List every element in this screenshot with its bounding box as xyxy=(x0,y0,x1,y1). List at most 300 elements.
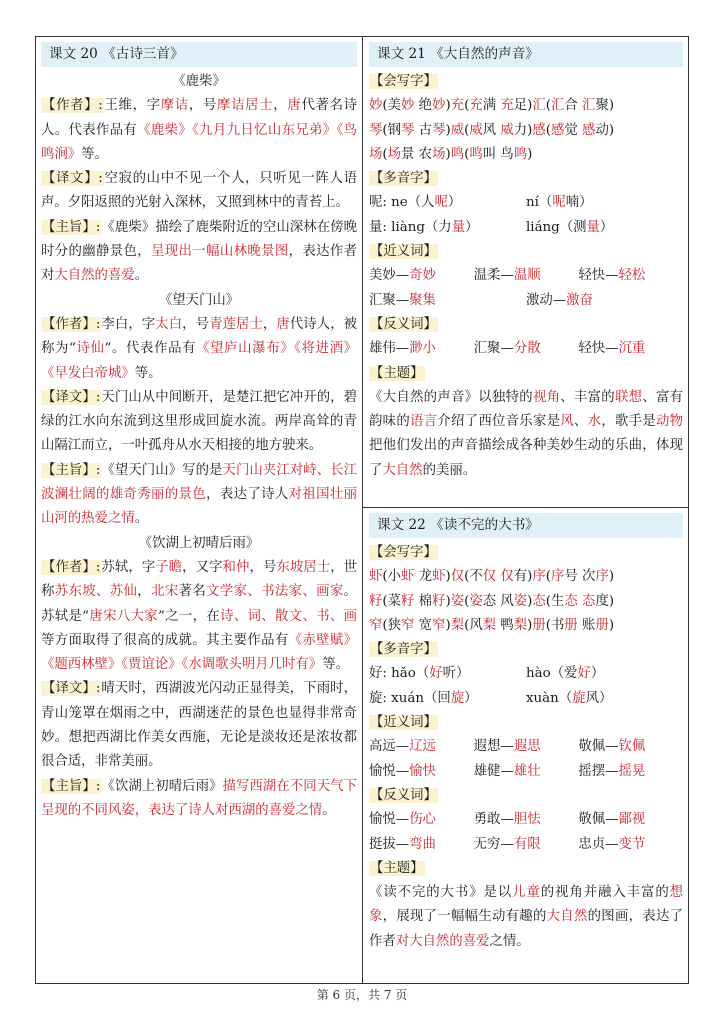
antonym-word: 雄伟— xyxy=(369,341,410,357)
poem-author-label: 【作者】: xyxy=(42,316,101,332)
write-word: 古琴 xyxy=(418,122,446,138)
write-word: 仅有 xyxy=(500,569,528,585)
write-word: 感动 xyxy=(582,122,609,138)
poem-translation-text: 空寂的山中不见一个人，只听见一阵人语声。夕阳返照的光射入深林，又照到林中的青苔上。 xyxy=(41,171,357,211)
write-punct: ( xyxy=(545,617,551,633)
write-word: 美妙 xyxy=(387,98,415,114)
lesson-20-section xyxy=(41,42,357,823)
poem-title: 《饮湖上初晴后雨》 xyxy=(138,535,260,551)
poem-theme xyxy=(41,216,357,289)
synonym-word: 摇摆— xyxy=(578,763,619,779)
antonym-pair xyxy=(474,808,579,832)
write-char: 场 xyxy=(369,146,383,162)
write-word: 绝妙 xyxy=(418,98,446,114)
poem-author-text: 等。 xyxy=(134,365,162,381)
synonym-row xyxy=(369,264,683,288)
write-word: 生态 xyxy=(551,593,578,609)
write-punct: ) xyxy=(527,617,533,633)
poem-author-text: 代著名诗人。代表作品有 xyxy=(41,98,358,138)
antonym-pair xyxy=(578,833,683,857)
poem-author-text: 。苏轼是“ xyxy=(41,584,358,624)
write-punct: ) xyxy=(527,593,533,609)
theme-text: 、 xyxy=(573,414,588,430)
page-footer: 第 6 页，共 7 页 xyxy=(316,988,408,1002)
poem-author-text: ，号 xyxy=(188,98,218,114)
synonym-match: 遐思 xyxy=(513,739,541,755)
antonym-match: 弯曲 xyxy=(409,836,436,852)
write-punct: ( xyxy=(382,569,388,585)
poly-label-text: 【多音字】 xyxy=(370,642,437,658)
antonym-pair xyxy=(578,337,683,361)
poem-theme-text: 呈现出一幅山林晚景图 xyxy=(151,244,289,260)
write-punct: ) xyxy=(608,617,615,633)
poem-author xyxy=(41,94,357,167)
synonym-label-text: 【近义词】 xyxy=(370,715,437,731)
antonym-label xyxy=(369,784,683,808)
antonym-pair xyxy=(369,337,474,361)
theme-text: 的图画，表达了作者 xyxy=(369,909,684,949)
write-punct: ( xyxy=(464,98,470,114)
write-word: 小虾 xyxy=(387,569,415,585)
synonym-word: 激动— xyxy=(526,292,567,308)
poem-author-text: 北宋 xyxy=(151,584,179,600)
write-word: 次序 xyxy=(582,569,609,585)
antonym-match: 伤心 xyxy=(409,812,436,828)
theme-text: 、富有韵味的 xyxy=(369,389,683,430)
antonym-label xyxy=(369,313,683,337)
write-word: 风姿 xyxy=(500,593,528,609)
write-punct: ( xyxy=(464,569,470,585)
poem-author-text: 《鹿柴》《九月九日忆山东兄弟》《鸟鸣涧》 xyxy=(41,122,358,162)
write-word: 汇聚 xyxy=(582,98,609,114)
poem-author-text: 诗、词、散文、书、画 xyxy=(220,608,358,624)
antonym-word: 挺拔— xyxy=(369,836,410,852)
poem-author-text: ，又字 xyxy=(182,559,223,575)
write-punct: ( xyxy=(382,146,388,162)
theme-text: 视角 xyxy=(532,389,561,405)
polyphone-reading: ） xyxy=(465,219,479,235)
synonym-pair xyxy=(578,760,683,784)
write-word: 感觉 xyxy=(551,122,578,138)
write-word: 威力 xyxy=(500,122,528,138)
poem-author-text: 青莲居士 xyxy=(209,316,263,332)
poly-label xyxy=(369,167,683,191)
antonym-label-text: 【反义词】 xyxy=(370,787,437,803)
polyphone-reading: hào（爱 xyxy=(526,666,578,682)
synonym-pair xyxy=(369,760,474,784)
polyphone-b xyxy=(526,216,683,240)
poly-label-text: 【多音字】 xyxy=(370,171,437,187)
poem-translation xyxy=(41,386,357,459)
poem-author-text: ， xyxy=(262,316,277,332)
write-punct: ) xyxy=(445,98,451,114)
write-punct: ) xyxy=(608,569,615,585)
write-word: 狭窄 xyxy=(387,617,415,633)
synonym-word: 轻快— xyxy=(578,268,619,284)
write-punct: ( xyxy=(382,593,388,609)
polyphone-a xyxy=(369,662,526,686)
write-word: 态度 xyxy=(582,593,609,609)
poem-theme-label: 【主旨】: xyxy=(42,462,101,478)
polyphone-reading: xuàn（ xyxy=(526,690,573,706)
synonym-pair xyxy=(526,289,683,313)
synonym-match: 辽远 xyxy=(409,739,436,755)
antonym-word: 忠贞— xyxy=(578,836,619,852)
polyphone-reading: liáng（测 xyxy=(526,219,587,235)
write-word: 风梨 xyxy=(469,617,497,633)
synonym-pair xyxy=(474,735,579,759)
write-punct: ) xyxy=(608,593,615,609)
synonym-word: 温柔— xyxy=(473,268,514,284)
polyphone-highlight: 旋 xyxy=(450,690,465,706)
synonym-pair xyxy=(474,264,579,288)
antonym-word: 无穷— xyxy=(473,836,514,852)
antonym-match: 有限 xyxy=(513,836,541,852)
antonym-pair xyxy=(578,808,683,832)
polyphone-a xyxy=(369,191,526,215)
lesson-22-section xyxy=(369,513,683,954)
theme-text: 《大自然的声音》以独特的 xyxy=(369,389,533,405)
polyphone-reading: 听） xyxy=(442,666,470,682)
write-word: 鸭梨 xyxy=(500,617,528,633)
poem-theme-text: 对祖国壮丽山河的热爱之情 xyxy=(41,487,358,527)
synonym-pair xyxy=(578,264,683,288)
write-char: 序 xyxy=(532,569,546,585)
polyphone-a xyxy=(369,216,526,240)
poem-title: 《望天门山》 xyxy=(158,292,240,308)
write-punct: ( xyxy=(382,98,388,114)
antonym-row xyxy=(369,833,683,857)
synonym-row xyxy=(369,735,683,759)
antonym-pair xyxy=(369,808,474,832)
poem-translation-text: 天门山从中间断开，是楚江把它冲开的，碧绿的江水向东流到这里形成回旋水流。两岸高耸的青山隔江而立，一叶孤舟从水天相接的地方驶来。 xyxy=(41,389,358,454)
synonym-row xyxy=(369,289,683,313)
write-word: 充足 xyxy=(500,98,528,114)
antonym-match: 渺小 xyxy=(409,341,436,357)
write-char: 琴 xyxy=(369,122,383,138)
poem-author-text: 王维，字 xyxy=(103,98,161,114)
write-row xyxy=(369,119,683,143)
write-word: 书册 xyxy=(551,617,578,633)
synonym-word: 雄健— xyxy=(473,763,514,779)
write-word: 钢琴 xyxy=(387,122,415,138)
write-punct: ) xyxy=(527,98,533,114)
poem-author xyxy=(41,556,357,677)
write-punct: ) xyxy=(527,569,533,585)
synonym-word: 高远— xyxy=(369,739,410,755)
polyphone-reading: ） xyxy=(590,666,605,682)
theme-text: 的美丽。 xyxy=(422,462,477,478)
synonym-row xyxy=(369,760,683,784)
poem-author-text: ，世称 xyxy=(41,559,358,600)
poem-author-text: 摩诘居士 xyxy=(217,98,274,114)
polyphone-row xyxy=(369,216,683,240)
poem-author-text: ”之一，在 xyxy=(158,608,221,624)
poem-author-text: ， xyxy=(273,98,288,114)
theme-text: ，歌手是 xyxy=(601,414,656,430)
write-word: 鸟鸣 xyxy=(500,146,528,162)
write-punct: ) xyxy=(608,122,615,138)
poem-author-text: 苏东坡、苏仙 xyxy=(54,584,138,600)
poem-theme-text: 。 xyxy=(322,802,336,818)
poem-author-text: 著名 xyxy=(178,584,207,600)
write-label xyxy=(369,70,683,94)
write-word: 汇合 xyxy=(551,98,578,114)
polyphone-highlight: 呢 xyxy=(434,195,448,211)
write-char: 仅 xyxy=(450,569,465,585)
write-char: 籽 xyxy=(369,593,383,609)
write-punct: ( xyxy=(545,98,551,114)
write-word: 场景 xyxy=(387,146,415,162)
write-punct: ( xyxy=(464,122,470,138)
theme-label-text: 【主题】 xyxy=(370,365,424,381)
synonym-word: 美妙— xyxy=(369,268,410,284)
write-punct: ) xyxy=(445,569,451,585)
poem-author-text: ，号 xyxy=(182,316,210,332)
synonym-match: 摇晃 xyxy=(618,763,646,779)
synonym-match: 奇妙 xyxy=(409,268,436,284)
write-char: 威 xyxy=(450,122,465,138)
poem-theme-label: 【主旨】: xyxy=(42,778,101,794)
polyphone-reading: 喃） xyxy=(565,195,593,211)
synonym-match: 钦佩 xyxy=(618,739,646,755)
write-punct: ) xyxy=(445,617,451,633)
polyphone-highlight: 旋 xyxy=(572,690,586,706)
poem-theme-text: 描写西湖在不同天气下呈现的不同风姿，表达了诗人对西湖的喜爱之情 xyxy=(41,778,358,818)
poem-author-text: 等方面取得了很高的成就。其主要作品有 xyxy=(41,632,289,648)
polyphone-b xyxy=(526,687,683,711)
polyphone-highlight: 量 xyxy=(586,219,600,235)
polyphone-highlight: 好 xyxy=(577,666,591,682)
write-row xyxy=(369,614,683,638)
poem-theme-text: 。 xyxy=(134,268,149,284)
synonym-label xyxy=(369,711,683,735)
theme-text: 风 xyxy=(560,414,574,430)
poem-title: 《鹿柴》 xyxy=(172,74,226,89)
poem-translation-label: 【译文】: xyxy=(42,681,101,697)
poem-author-text: 诗仙 xyxy=(75,341,105,357)
theme-text: 动物 xyxy=(655,414,684,430)
write-word: 宽窄 xyxy=(418,617,446,633)
column-divider xyxy=(362,36,363,984)
poem-theme-text: 《望天门山》写的是 xyxy=(101,462,223,478)
write-word: 姿态 xyxy=(469,593,497,609)
poem-author-text: 摩诘 xyxy=(160,98,189,114)
write-punct: ) xyxy=(445,593,451,609)
write-word: 账册 xyxy=(582,617,609,633)
theme-text: 、丰富的 xyxy=(560,389,615,405)
lesson-21-section xyxy=(369,42,683,483)
write-label-text: 【会写字】 xyxy=(370,74,437,89)
write-punct: ( xyxy=(464,593,470,609)
theme-text: 大自然 xyxy=(382,462,423,478)
theme-text: 大自然 xyxy=(546,909,588,925)
write-punct: ( xyxy=(382,617,388,633)
antonym-word: 勇敢— xyxy=(473,812,514,828)
write-punct: ) xyxy=(608,98,615,114)
antonym-match: 胆怯 xyxy=(513,812,541,828)
synonym-match: 激奋 xyxy=(566,292,593,308)
polyphone-a xyxy=(369,687,526,711)
polyphone-reading: xuán（回 xyxy=(391,690,451,706)
poem-author-text: 和仲 xyxy=(222,559,250,575)
write-char: 姿 xyxy=(450,593,465,609)
polyphone-b xyxy=(526,662,683,686)
theme-text: 的视角并融入丰富的 xyxy=(540,885,670,901)
theme-text: 之情。 xyxy=(489,933,530,949)
write-punct: ( xyxy=(464,146,470,162)
poem-author-text: ， xyxy=(137,584,152,600)
write-punct: ) xyxy=(445,146,451,162)
write-char: 册 xyxy=(532,617,546,633)
write-punct: ( xyxy=(545,122,551,138)
poem-author-text: 代诗人，被称为“ xyxy=(41,316,358,357)
polyphone-row xyxy=(369,662,683,686)
poem-author-text: 等。 xyxy=(81,146,108,162)
poem-theme-label: 【主旨】: xyxy=(42,219,101,235)
poem-theme-text: 《鹿柴》描绘了鹿柴附近的空山深林在傍晚时分的幽静景色， xyxy=(41,219,358,260)
polyphone-reading: ） xyxy=(599,219,614,235)
write-word: 不仅 xyxy=(469,569,497,585)
write-word: 充满 xyxy=(469,98,497,114)
antonym-pair xyxy=(474,337,579,361)
poem-author-text: 子瞻 xyxy=(155,559,183,575)
polyphone-row xyxy=(369,687,683,711)
theme-label xyxy=(369,362,683,386)
poem-author-text: 文学家、书法家、画家 xyxy=(206,584,344,600)
antonym-match: 鄙视 xyxy=(618,812,646,828)
write-label xyxy=(369,541,683,565)
synonym-pair xyxy=(369,735,474,759)
poem-translation-text: 晴天时，西湖波光闪动正显得美，下雨时，青山笼罩在烟雨之中，西湖迷茫的景色也显得非常奇妙。想把西湖比作美女西施，无论是淡妆还是浓妆都很合适，非常美丽。 xyxy=(41,681,358,770)
poem-translation-label: 【译文】: xyxy=(42,171,103,187)
poly-label xyxy=(369,638,683,662)
write-punct: ( xyxy=(545,569,551,585)
polyphone-char: 旋: xyxy=(369,690,387,706)
write-word: 序号 xyxy=(551,569,578,585)
antonym-match: 沉重 xyxy=(618,341,646,357)
poem-author-text: ”。代表作品有 xyxy=(104,341,197,357)
write-word: 龙虾 xyxy=(418,569,446,585)
polyphone-highlight: 量 xyxy=(451,219,466,235)
synonym-pair xyxy=(578,735,683,759)
poem-theme-text: 。 xyxy=(134,511,149,527)
write-word: 菜籽 xyxy=(387,593,415,609)
synonym-match: 轻松 xyxy=(618,268,646,284)
poem-translation xyxy=(41,677,357,774)
synonym-label-text: 【近义词】 xyxy=(370,244,437,260)
polyphone-reading: hǎo（ xyxy=(391,666,430,682)
poem-author-text: ，号 xyxy=(249,559,277,575)
theme-text: 对大自然的喜爱 xyxy=(395,933,490,949)
theme-text: 《读不完的大书》是以 xyxy=(369,885,513,901)
antonym-pair xyxy=(474,833,579,857)
polyphone-reading: liàng（力 xyxy=(391,219,452,235)
poem-author-text: 唐宋八大家 xyxy=(89,608,158,624)
polyphone-row xyxy=(369,191,683,215)
poem-theme xyxy=(41,459,357,532)
write-punct: ( xyxy=(464,617,470,633)
poem-author-text: 李白，字 xyxy=(101,316,156,332)
poem-author-text: 苏轼，字 xyxy=(101,559,156,575)
polyphone-reading: 风） xyxy=(585,690,613,706)
theme xyxy=(369,881,683,954)
theme-text: 水 xyxy=(587,414,602,430)
polyphone-reading: ） xyxy=(464,690,478,706)
poem-author-text: 唐 xyxy=(287,98,302,114)
poem-author-text: 唐 xyxy=(276,316,290,332)
write-char: 态 xyxy=(532,593,546,609)
write-char: 汇 xyxy=(532,98,546,114)
polyphone-reading: ne（人 xyxy=(391,195,435,211)
poem-author-label: 【作者】: xyxy=(42,98,103,114)
polyphone-char: 量: xyxy=(369,219,387,235)
synonym-label xyxy=(369,240,683,264)
antonym-pair xyxy=(369,833,474,857)
polyphone-reading: ） xyxy=(447,195,462,211)
write-char: 感 xyxy=(532,122,546,138)
write-word: 农场 xyxy=(418,146,446,162)
antonym-word: 愉悦— xyxy=(369,812,410,828)
antonym-word: 汇聚— xyxy=(473,341,514,357)
write-punct: ) xyxy=(527,146,533,162)
write-char: 充 xyxy=(450,98,465,114)
synonym-word: 汇聚— xyxy=(369,292,410,308)
poem-author-text: 《赤壁赋》《题西林壁》《贾谊论》《水调歌头明月几时有》 xyxy=(41,632,358,673)
lesson-20-header: 课文 20 《古诗三首》 xyxy=(41,42,357,67)
poem-theme-text: 大自然的喜爱 xyxy=(54,268,135,284)
poem-theme-text: ，表达了诗人 xyxy=(206,487,289,503)
polyphone-char: 好: xyxy=(369,666,387,682)
theme-text: 介绍了西位音乐家是 xyxy=(437,414,561,430)
write-char: 梨 xyxy=(450,617,465,633)
theme-text: ，展现了一幅幅生动有趣的 xyxy=(382,909,547,925)
polyphone-highlight: 呢 xyxy=(552,195,566,211)
theme-label xyxy=(369,857,683,881)
write-char: 妙 xyxy=(369,98,383,114)
poem-theme xyxy=(41,775,357,824)
poem-author-label: 【作者】: xyxy=(42,559,101,575)
polyphone-char: 呢: xyxy=(369,195,387,211)
write-punct: ) xyxy=(445,122,451,138)
synonym-match: 聚集 xyxy=(409,292,436,308)
write-word: 鸣叫 xyxy=(469,146,497,162)
synonym-match: 温顺 xyxy=(513,268,541,284)
poem-theme-text: 天门山夹江对峙、长江波澜壮阔的雄奇秀丽的景色 xyxy=(41,462,358,503)
antonym-row xyxy=(369,337,683,361)
poem-translation xyxy=(41,167,357,216)
write-row xyxy=(369,590,683,614)
write-word: 棉籽 xyxy=(418,593,446,609)
poem-theme-text: 《饮湖上初晴后雨》 xyxy=(101,778,223,794)
theme-label-text: 【主题】 xyxy=(370,860,424,876)
antonym-word: 轻快— xyxy=(578,341,619,357)
antonym-label-text: 【反义词】 xyxy=(370,316,437,332)
synonym-pair xyxy=(369,289,526,313)
poem-translation-label: 【译文】: xyxy=(42,389,101,405)
lesson-22-header: 课文 22 《读不完的大书》 xyxy=(369,513,683,538)
synonym-word: 愉悦— xyxy=(369,763,410,779)
write-label-text: 【会写字】 xyxy=(370,545,437,560)
antonym-match: 变节 xyxy=(618,836,646,852)
poem-author-text: 太白 xyxy=(155,316,183,332)
polyphone-highlight: 好 xyxy=(429,666,443,682)
polyphone-b xyxy=(526,191,683,215)
synonym-word: 敬佩— xyxy=(578,739,619,755)
theme-text: 语言 xyxy=(410,414,438,430)
theme-text: 儿童 xyxy=(512,885,541,901)
poem-author-text: 《望庐山瀑布》《将进酒》《早发白帝城》 xyxy=(41,341,357,381)
